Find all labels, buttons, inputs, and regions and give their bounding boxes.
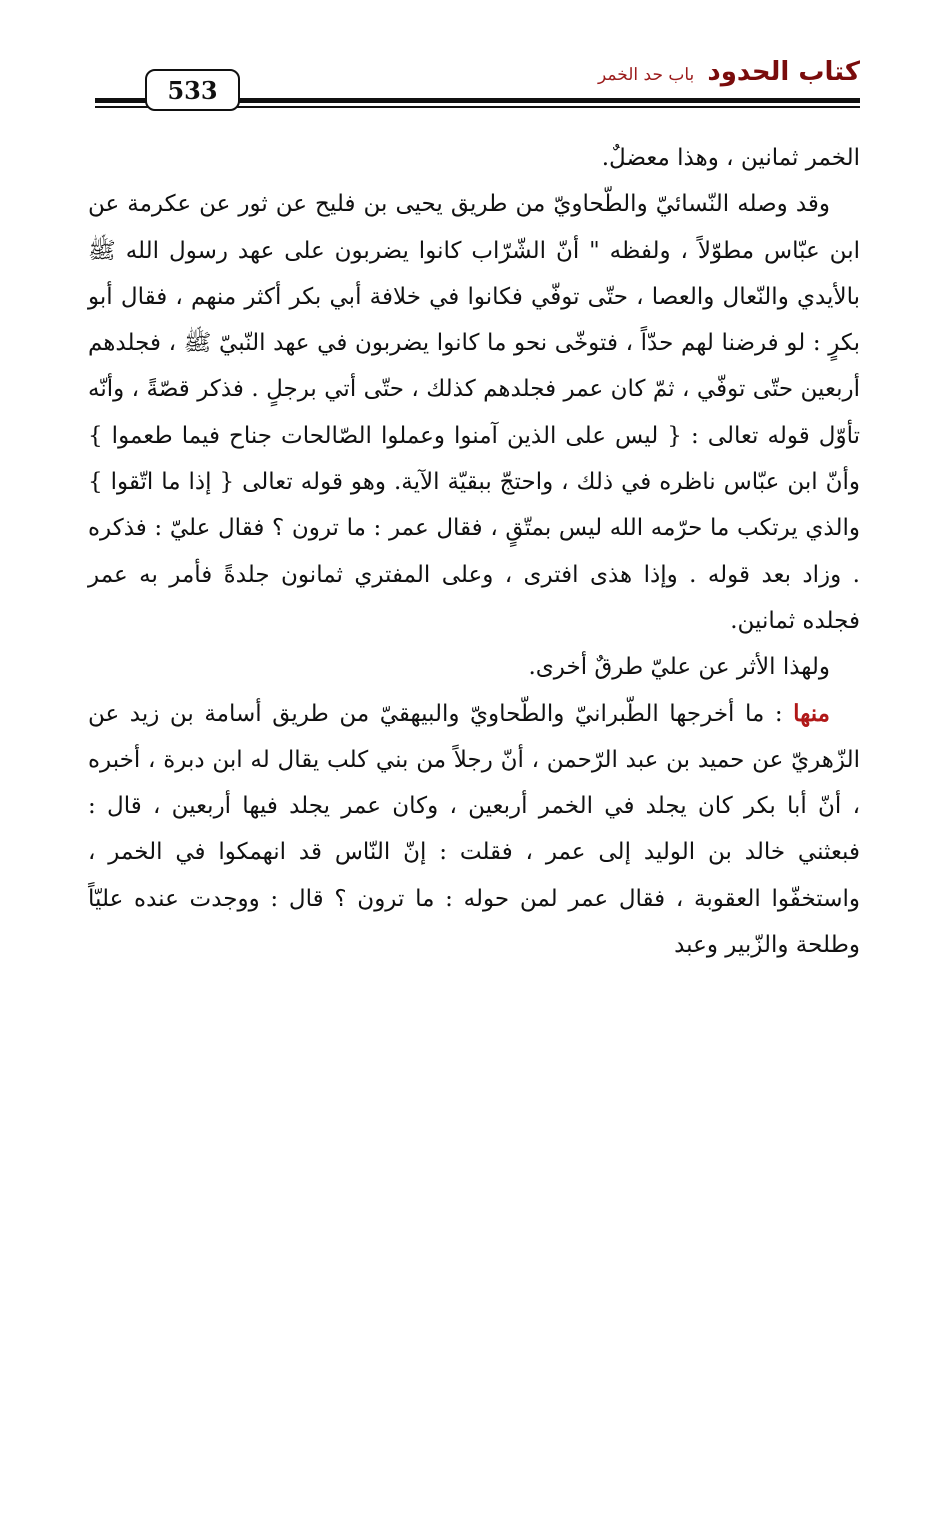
running-title: [598, 57, 860, 87]
paragraph-other-routes: ولهذا الأثر عن عليّ طرقٌ أخرى.: [528, 654, 830, 681]
page-body: [88, 135, 860, 968]
page-header: [95, 55, 860, 110]
lead-word: منها: [793, 699, 830, 727]
paragraph-continuation: الخمر ثمانين ، وهذا معضلٌ.: [601, 145, 860, 171]
paragraph-narration: وقد وصله النّسائيّ والطّحاويّ من طريق يحيى بن فليح عن ثور عن عكرمة عن ابن عبّاس مطوّلاً ، ولفظه " أنّ الشّرّاب كانوا يضربون على عهد رسول الله ﷺ بالأيدي والنّعال والعصا ، حتّى توفّي فكانوا في خلافة أبي بكر أكثر منهم ، فقال أبو بكرٍ : لو فرضنا لهم حدّاً ، فتوخّى نحو ما كانوا يضربون في عهد النّبيّ ﷺ ، فجلدهم أربعين حتّى توفّي ، ثمّ كان عمر فجلدهم كذلك ، حتّى أتي برجلٍ . فذكر قصّةً ، وأنّه تأوّل قوله تعالى : { ليس على الذين آمنوا وعملوا الصّالحات جناح فيما طعموا } وأنّ ابن عبّاس ناظره في ذلك ، واحتجّ ببقيّة الآية. وهو قوله تعالى { إذا ما اتّقوا } والذي يرتكب ما حرّمه الله ليس بمتّقٍ ، فقال عمر : ما ترون ؟ فقال عليّ : فذكره . وزاد بعد قوله . وإذا هذى افترى ، وعلى المفتري ثمانون جلدةً فأمر به عمر فجلده ثمانين.: [88, 191, 861, 634]
book-title: كتاب الحدود: [707, 57, 860, 87]
page-number: 533: [145, 69, 240, 111]
paragraph-first-route-text: : ما أخرجها الطّبرانيّ والطّحاويّ والبيهقيّ من طريق أسامة بن زيد عن الزّهريّ عن حميد بن عبد الرّحمن ، أنّ رجلاً من بني كلب يقال له ابن دبرة ، أخبره ، أنّ أبا بكر كان يجلد في الخمر أربعين ، وكان عمر يجلد فيها أربعين ، قال : فبعثني خالد بن الوليد إلى عمر ، فقلت : إنّ النّاس قد انهمكوا في الخمر ، واستخفّوا العقوبة ، فقال عمر لمن حوله : ما ترون ؟ قال : ووجدت عنده عليّاً وطلحة والزّبير وعبد: [88, 700, 860, 959]
chapter-title: باب حد الخمر: [598, 65, 695, 85]
paragraph-first-route: [88, 691, 860, 969]
